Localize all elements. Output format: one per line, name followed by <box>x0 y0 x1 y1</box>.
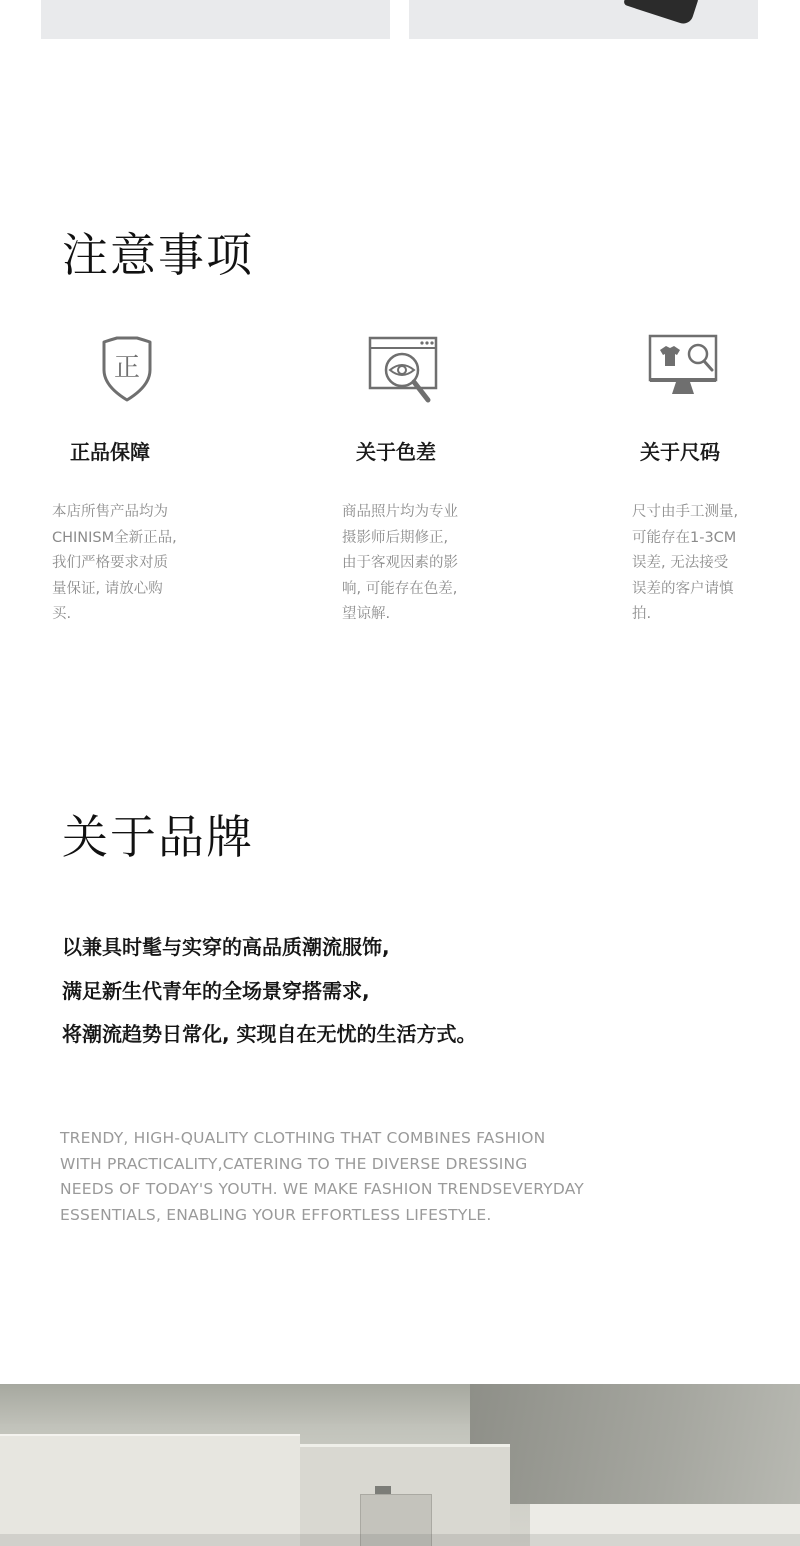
notice-section-title: 注意事项 <box>62 228 254 282</box>
notice-body-size: 尺寸由手工测量, 可能存在1-3CM 误差, 无法接受 误差的客户请慎 拍. <box>632 504 739 622</box>
notice-heading-color: 关于色差 <box>356 440 436 464</box>
eye-magnifier-icon <box>362 330 452 410</box>
brand-section-title: 关于品牌 <box>62 810 254 864</box>
store-floor-shadow <box>0 1534 800 1546</box>
store-interior-photo[interactable] <box>0 1384 800 1546</box>
shield-genuine-icon <box>82 330 172 410</box>
store-wall-panel <box>0 1434 300 1546</box>
brand-description-en: TRENDY, HIGH-QUALITY CLOTHING THAT COMBINES FASHION WITH PRACTICALITY,CATERING TO THE DIVERSE DRESSING NEEDS OF TODAY'S YOUTH. WE MAKE FASHION TRENDSEVERYDAY ESSENTIALS, ENABLING YOUR EFFORTLESS LIFESTYLE. <box>60 1129 584 1224</box>
product-photo-left[interactable] <box>41 0 390 39</box>
shield-genuine-icon-text: 正 <box>113 353 141 383</box>
monitor-shirt-search-icon <box>642 330 732 410</box>
notice-heading-genuine: 正品保障 <box>70 440 150 464</box>
product-item-edge <box>623 0 699 26</box>
notice-body-color: 商品照片均为专业 摄影师后期修正, 由于客观因素的影 响, 可能存在色差, 望谅解. <box>342 504 458 622</box>
brand-description-zh: 以兼具时髦与实穿的高品质潮流服饰, 满足新生代青年的全场景穿搭需求, 将潮流趋势日常化, 实现自在无忧的生活方式。 <box>62 935 477 1046</box>
notice-heading-size: 关于尺码 <box>640 440 720 464</box>
notice-body-genuine: 本店所售产品均为 CHINISM全新正品, 我们严格要求对质 量保证, 请放心购 买. <box>52 504 177 622</box>
store-right-frame <box>470 1384 800 1504</box>
product-photo-right[interactable] <box>409 0 758 39</box>
